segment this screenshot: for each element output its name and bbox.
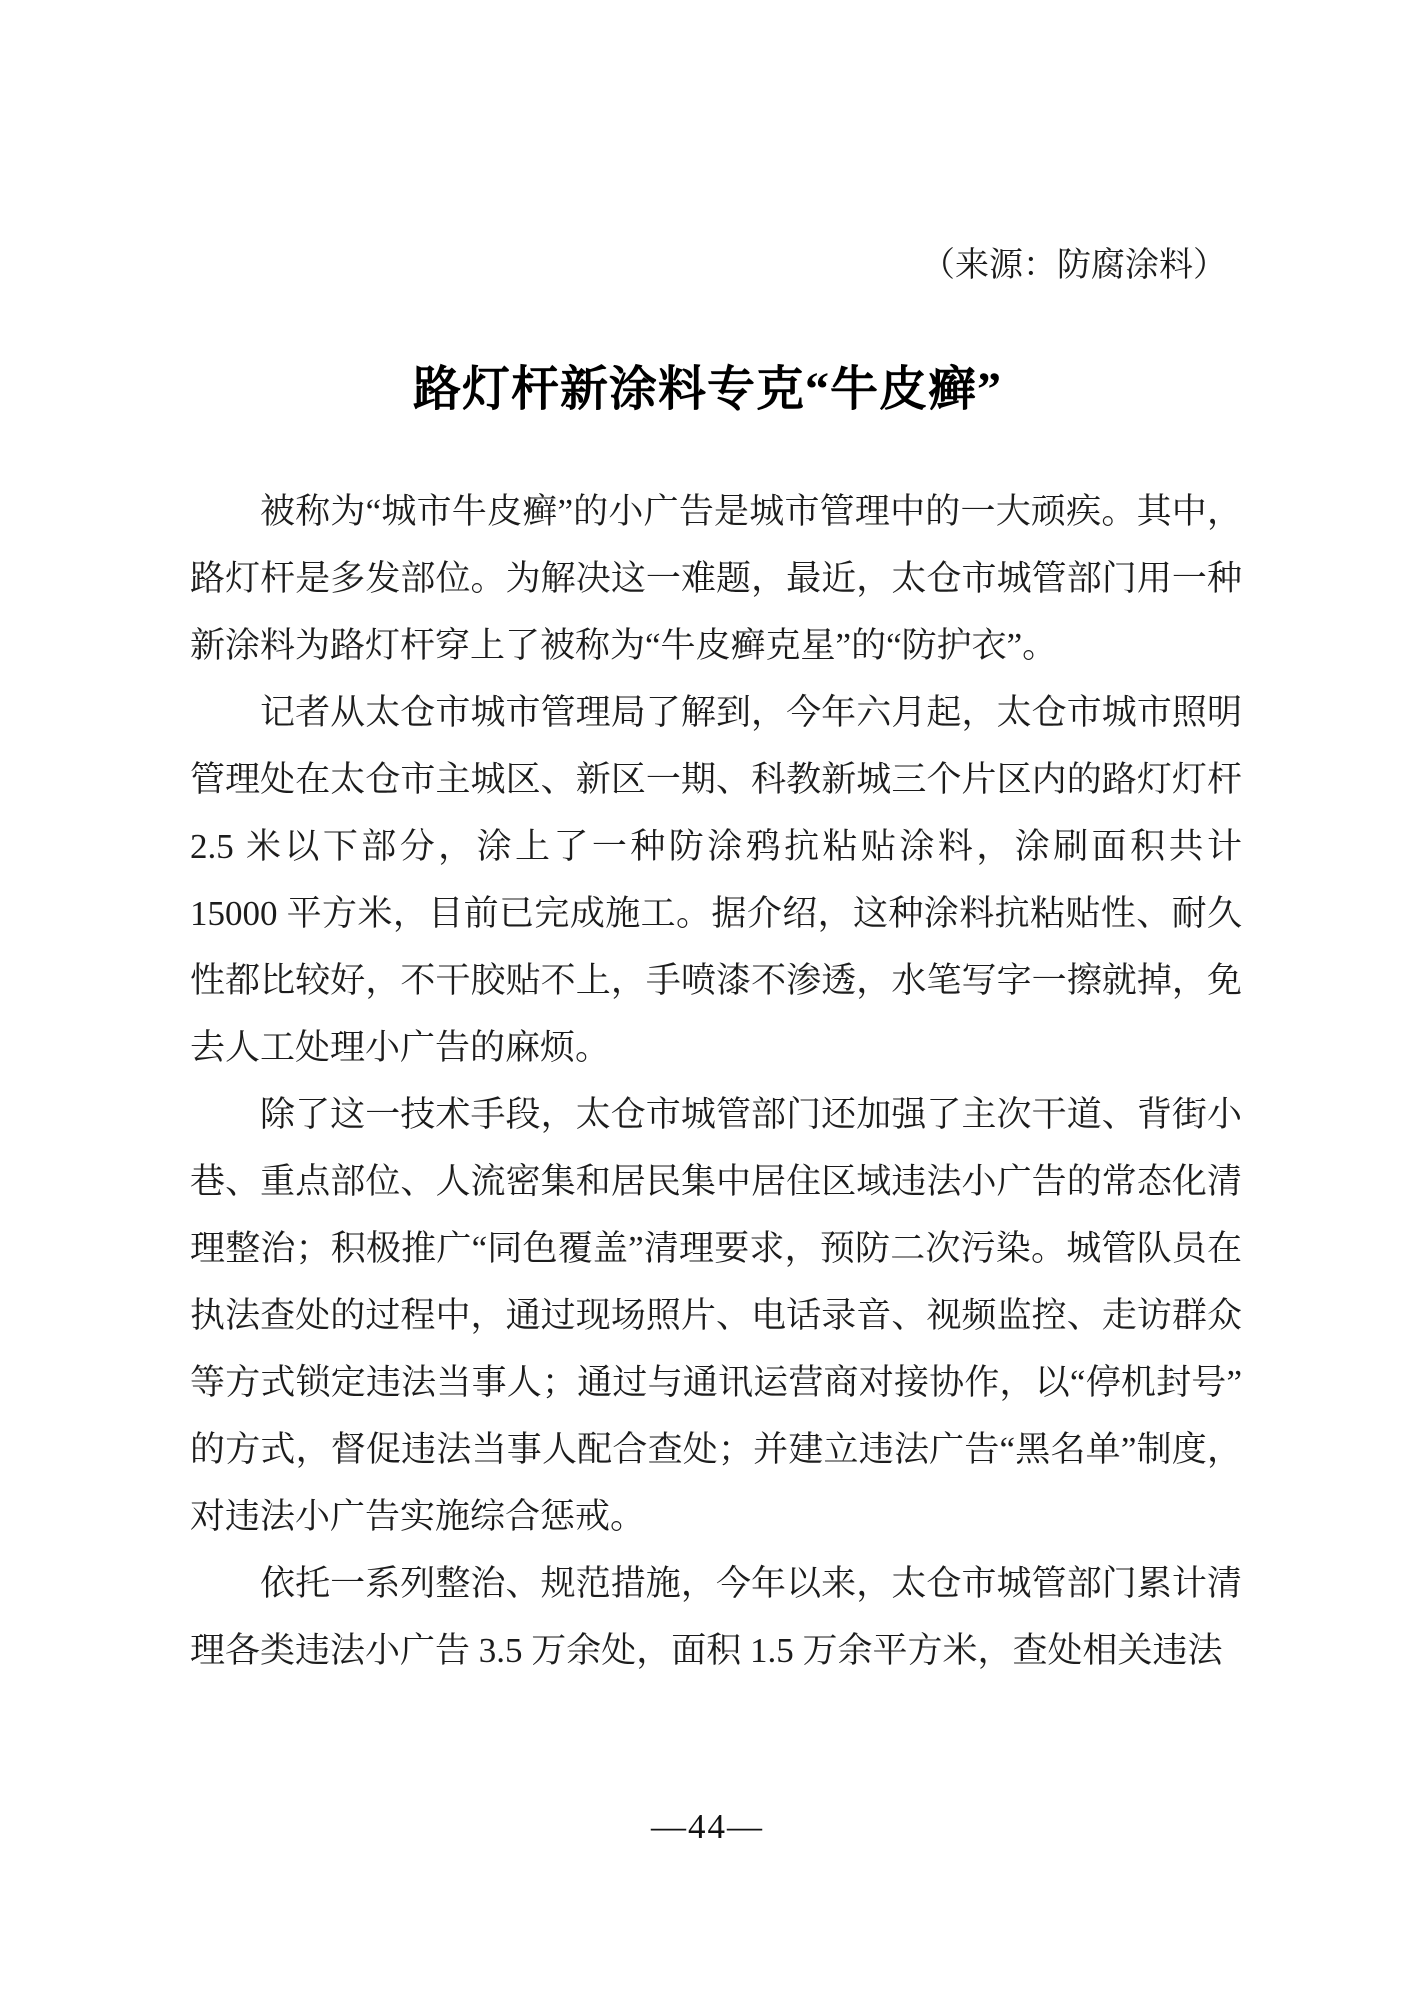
paragraph-4: 依托一系列整治、规范措施，今年以来，太仓市城管部门累计清理各类违法小广告 3.5 万余处，面积 1.5 万余平方米，查处相关违法 xyxy=(190,1564,1242,1670)
article-body xyxy=(190,478,1242,1684)
page-number: —44— xyxy=(651,1807,764,1846)
paragraph-1: 被称为“城市牛皮癣”的小广告是城市管理中的一大顽疾。其中，路灯杆是多发部位。为解决这一难题，最近，太仓市城管部门用一种新涂料为路灯杆穿上了被称为“牛皮癣克星”的“防护衣”。 xyxy=(190,492,1242,665)
paragraph-2: 记者从太仓市城市管理局了解到，今年六月起，太仓市城市照明管理处在太仓市主城区、新区一期、科教新城三个片区内的路灯灯杆 2.5 米以下部分，涂上了一种防涂鸦抗粘贴涂料，涂刷面积共计 15000 平方米，目前已完成施工。据介绍，这种涂料抗粘贴性、耐久性都比较好，不干胶贴不上，手喷漆不渗透，水笔写字一擦就掉，免去人工处理小广告的麻烦。 xyxy=(190,693,1242,1067)
article-title: 路灯杆新涂料专克“牛皮癣” xyxy=(412,363,1002,416)
source-attribution: （来源：防腐涂料） xyxy=(921,247,1227,284)
paragraph-3: 除了这一技术手段，太仓市城管部门还加强了主次干道、背街小巷、重点部位、人流密集和居民集中居住区域违法小广告的常态化清理整治；积极推广“同色覆盖”清理要求，预防二次污染。城管队员在执法查处的过程中，通过现场照片、电话录音、视频监控、走访群众等方式锁定违法当事人；通过与通讯运营商对接协作，以“停机封号”的方式，督促违法当事人配合查处；并建立违法广告“黑名单”制度，对违法小广告实施综合惩戒。 xyxy=(190,1095,1242,1536)
